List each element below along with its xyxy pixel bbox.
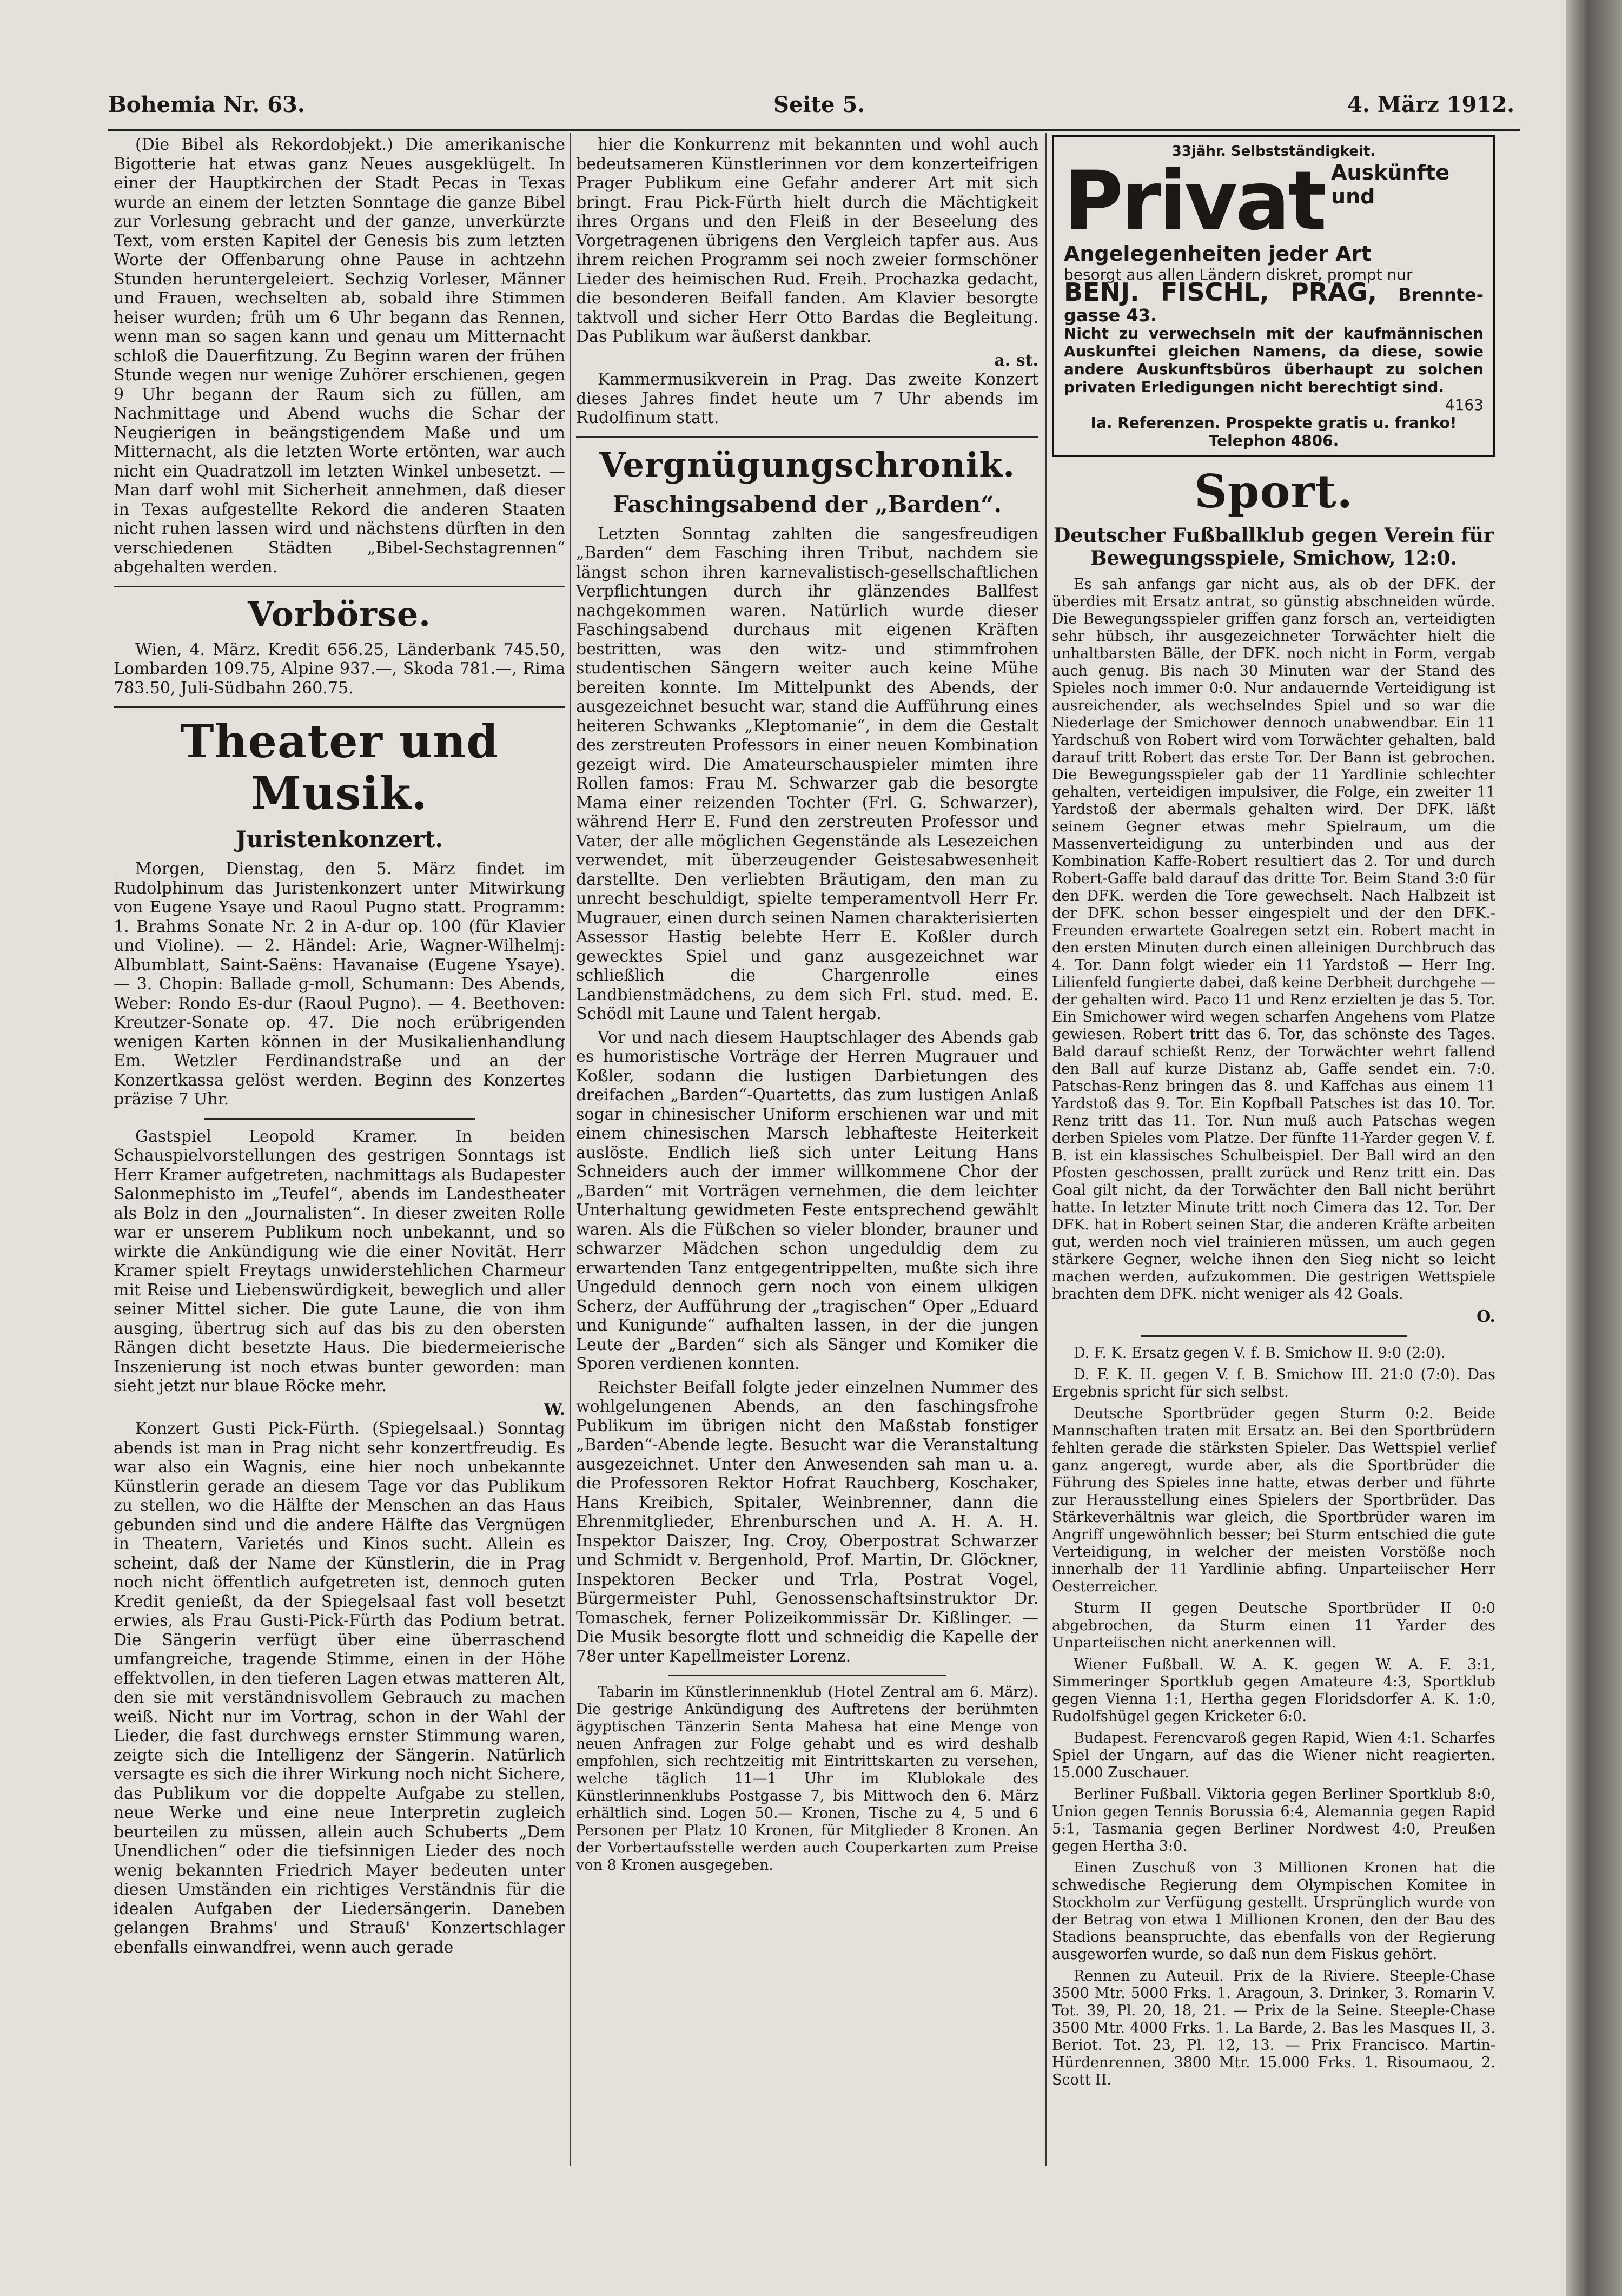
article-juristenkonzert: Morgen, Dienstag, den 5. März findet im Rudolphinum das Juristenkonzert unter Mitwirkung von Eugene Ysaye und Raoul Pugno statt. Programm: 1. Brahms Sonate Nr. 2 in A-dur op. 100 (für Klavier und Violine). — 2. Händel: Arie, Wagner-Wilhelmj: Albumblatt, Saint-Saëns: Havanaise (Eugene Ysaye). — 3. Chopin: Ballade g-moll, Schumann: Des Abends, Weber: Rondo Es-dur (Raoul Pugno). — 4. Beethoven: Kreutzer-Sonate op. 47. Die noch erübrigenden wenigen Karten können in der Musikalienhandlung Em. Wetzler Ferdinandstraße und an der Konzertkassa gelöst werden. Beginn des Konzertes präzise 7 Uhr. xyxy=(114,859,565,1109)
section-sport-title: Sport. xyxy=(1194,465,1353,518)
juristenkonzert-title: Juristenkonzert. xyxy=(235,826,443,852)
article-kammermusik: Kammermusikverein in Prag. Das zweite Konzert dieses Jahres findet heute um 7 Uhr abends im Rudolfinum statt. xyxy=(576,370,1038,427)
ad-brand: Privat xyxy=(1064,154,1325,248)
article-kramer: Gastspiel Leopold Kramer. In beiden Schauspielvorstellungen des gestrigen Sonntags ist Herr Kramer aufgetreten, nachmittags als Budapester Salonmephisto im „Teufel“, abends im Landestheater als Bolz in den „Journalisten“. In dieser zweiten Rolle war er unserem Publikum noch unbekannt, und so wirkte die Ankündigung wie die einer Novität. Herr Kramer spielt Freytags unwiderstehlichen Charmeur mit Reise und Liebenswürdigkeit, beweglich und aller seiner Mittel sicher. Die gute Laune, die von ihm ausging, übertrug sich auf das bis zu den obersten Rängen dicht besetzte Haus. Die biedermeierische Inszenierung ist noch etwas bunter geworden: man sieht jetzt nur blaue Röcke mehr. xyxy=(114,1127,565,1395)
ad-firm-name: BENJ. FISCHL, PRAG, xyxy=(1064,277,1377,307)
article-barden-2: Vor und nach diesem Hauptschlager des Abends gab es humoristische Vorträge der Herren Mugrauer und Koßler, sodann die lustigen Darbietungen des dreifachen „Barden“-Quartetts, das zum lustigen Anlaß sogar in chinesischer Uniform erschienen war und mit einem chinesischen Marsch lebhafteste Heiterkeit auslöste. Endlich ließ sich unter Leitung Hans Schneiders auch der immer willkommene Chor der „Barden“ mit Vorträgen vernehmen, die dem leichter Unterhaltung gewidmeten Feste entsprechend gewählt waren. Als die Füßchen so vieler blonder, brauner und schwarzer Mädchen schon ungeduldig dem zu erwartenden Tanz entgegentrippelten, mußte sich ihre Ungeduld dennoch gern noch von einem ulkigen Scherz, der Aufführung der „tragischen“ Oper „Eduard und Kunigunde“ aufhalten lassen, in der die jungen Leute der „Barden“ sich als Sänger und Komiker die Sporen verdienen konnten. xyxy=(576,1028,1038,1373)
result-2: D. F. K. II. gegen V. f. B. Smichow III. 21:0 (7:0). Das Ergebnis spricht für sich selbst. xyxy=(1052,1366,1495,1400)
divider xyxy=(576,436,1038,438)
ad-services: Auskünfte und Angelegenheiten jeder Art xyxy=(1064,161,1449,266)
advertisement-privat xyxy=(1052,135,1495,457)
article-fussball: Es sah anfangs gar nicht aus, als ob der DFK. der überdies mit Ersatz antrat, so günstig abschneiden würde. Die Bewegungsspieler griffen ganz forsch an, verteidigten sehr hübsch, ihr ausgezeichneter Torwächter hielt die unhaltbarsten Bälle, der DFK. noch nicht in Form, vergab auch genug. Bis nach 30 Minuten war der Stand des Spieles noch immer 0:0. Nur andauernde Verteidigung ist ausreichender, als wechselndes Spiel und so war die Niederlage der Smichower dennoch unabwendbar. Ein 11 Yardschuß von Robert wird vom Torwächter gehalten, bald darauf tritt Robert das erste Tor. Der Bann ist gebrochen. Die Bewegungsspieler gab der 11 Yardlinie schlechter gehalten, verteidigen impulsiver, die Folge, ein zweiter 11 Yardstoß der abermals gehalten wird. Der DFK. läßt seinem Gegner etwas mehr Spielraum, um die Massenverteidigung zu unterbinden und aus der Kombination Kaffe-Robert resultiert das 2. Tor und durch Robert-Gaffe bald darauf das dritte Tor. Beim Stand 3:0 für den DFK. werden die Tore gewechselt. Nach Halbzeit ist der DFK. schon besser eingespielt und der den DFK.-Freunden erwartete Goalregen setzt ein. Robert macht in den ersten Minuten durch einen alleinigen Durchbruch das 4. Tor. Dann folgt wieder ein 11 Yardstoß — Herr Ing. Lilienfeld fungierte dabei, daß keine Derbheit durchgehe — der gehalten wird. Paco 11 und Renz erzielten je das 5. Tor. Ein Smichower wird wegen scharfen Angehens vom Platze gewiesen. Robert tritt das 6. Tor, das schönste des Tages. Bald darauf schießt Renz, der Torwächter wehrt fallend den Ball auf kurze Distanz ab, Gaffe sendet ein. 7:0. Patschas-Renz bringen das 8. und Kaffchas aus einem 11 Yardstoß das 9. Tor. Ein Kopfball Patsches ist das 10. Tor. Renz tritt das 11. Tor. Nun muß auch Patschas wegen derben Spieles vom Platze. Der fünfte 11-Yarder gegen V. f. B. ist ein klassisches Schulbeispiel. Der Ball wird an den Pfosten geschossen, prallt zurück und Renz tritt ein. Das Goal gilt nicht, da der Torwächter den Ball nicht berührt hatte. In letzter Minute tritt noch Cimera das 12. Tor. Der DFK. hat in Robert seinen Star, die anderen Kräfte arbeiten gut, werden noch viel trainieren müssen, um auch gegen stärkere Gegner, welche ihnen den Sieg nicht so leicht machen werden, aufzukommen. Die gestrigen Wettspiele brachten dem DFK. nicht weniger als 42 Goals. xyxy=(1052,576,1495,1302)
ad-street: Brennte- gasse 43. xyxy=(1064,284,1484,326)
result-3: Deutsche Sportbrüder gegen Sturm 0:2. Beide Mannschaften traten mit Ersatz an. Bei den Sportbrüdern fehlten gerade die stärksten Spieler. Das Wettspiel verlief ganz angeregt, wurde aber, als die Sportbrüder die Führung des Spieles inne hatte, etwas derber und führte zur Herausstellung eines Spielers der Sportbrüder. Das Stärkeverhältnis war gleich, die Sportbrüder waren im Angriff ungewöhnlich besser; bei Sturm entschied die gute Verteidigung, in welcher der meisten Vorstöße noch innerhalb der 11 Yardlinie abfing. Unparteiischer Herr Oesterreicher. xyxy=(1052,1405,1495,1595)
article-tabarin: Tabarin im Künstlerinnenklub (Hotel Zentral am 6. März). Die gestrige Ankündigung des Auftretens der berühmten ägyptischen Tänzerin Senta Mahesa hat eine Menge von neuen Anfragen zur Folge gehabt und es wird deshalb empfohlen, sich rechtzeitig mit Eintrittskarten zu versehen, welche täglich 11—1 Uhr im Klublokale des Künstlerinnenklubs Postgasse 7, bis Mittwoch den 6. März erhältlich sind. Logen 50.— Kronen, Tische zu 4, 5 und 6 Personen per Platz 10 Kronen, für Mitglieder 8 Kronen. An der Vorbertaufsstelle werden auch Couperkarten zum Preise von 8 Kronen ausgegeben. xyxy=(576,1684,1038,1874)
article-barden-1: Letzten Sonntag zahlten die sangesfreudigen „Barden“ dem Fasching ihren Tribut, nachdem sie längst schon ihren karnevalistisch-gesellschaftlichen Verpflichtungen durch ihr glänzendes Ballfest nachgekommen waren. Natürlich wurde dieser Faschingsabend durchaus mit eigenen Kräften bestritten, was den witz- und stimmfrohen studentischen Sängern weiter auch keine Mühe bereiten konnte. Im Mittelpunkt des Abends, der ausgezeichnet besucht war, stand die Aufführung eines heiteren Schwanks „Kleptomanie“, in dem die Gestalt des zerstreuten Professors in einer neuen Kombination gezeigt wird. Die Amateurschauspieler mimten ihre Rollen famos: Frau M. Schwarzer gab die besorgte Mama einer reizenden Tochter (Frl. G. Schwarzer), während Herr E. Fund den zerstreuten Professor und Vater, der alle möglichen Gegenstände als Lesezeichen verwendet, mit überzeugender Geistesabwesenheit darstellte. Den verliebten Bräutigam, den man zu unrecht beschuldigt, spielte temperamentvoll Herr Fr. Mugrauer, einen durch seinen Namen charakterisierten Assessor Hastig belebte Herr E. Koßler durch gewecktes Spiel und ganz ausgezeichnet war schließlich die Chargenrolle eines Landbienstmädchens, zu dem sich Frl. stud. med. E. Schödl mit Laune und Talent hergab. xyxy=(576,524,1038,1023)
ad-firm xyxy=(1064,277,1484,326)
article-zuschuss: Einen Zuschuß von 3 Millionen Kronen hat die schwedische Regierung dem Olympischen Komitee in Stockholm zur Verfügung gestellt. Ursprünglich wurde von der Betrag von etwa 1 Millionen Kronen, den der Bau des Stadions beanspruchte, das ebenfalls von der Regierung ausgeworfen wurde, so daß nun dem Fiskus gehört. xyxy=(1052,1859,1495,1963)
column-divider-1 xyxy=(570,133,571,2166)
ad-footer: Ia. Referenzen. Prospekte gratis u. franko! Telephon 4806. xyxy=(1090,414,1457,449)
article-berlin: Berliner Fußball. Viktoria gegen Berliner Sportklub 8:0, Union gegen Tennis Borussia 6:4, Alemannia gegen Rapid 5:1, Tasmania gegen Berliner Nordwest 4:0, Preußen gegen Hertha 3:0. xyxy=(1052,1785,1495,1855)
divider xyxy=(114,586,565,587)
header-paper-name: Bohemia Nr. 63. xyxy=(108,92,305,117)
ad-number: 4163 xyxy=(1445,396,1484,414)
section-vorboerse-title: Vorbörse. xyxy=(248,594,431,634)
article-pick-fuerth-signature: a. st. xyxy=(994,350,1038,370)
page-edge-shadow xyxy=(1566,0,1622,2296)
page-header xyxy=(108,92,1514,130)
ad-tagline: 33jähr. Selbstständigkeit. xyxy=(1171,143,1376,160)
header-rule xyxy=(108,129,1520,131)
divider xyxy=(668,1675,946,1676)
article-kramer-signature: W. xyxy=(544,1400,565,1419)
article-auteuil: Rennen zu Auteuil. Prix de la Riviere. Steeple-Chase 3500 Mtr. 5000 Frks. 1. Aragoun, 3. Drinker, 3. Romarin V. Tot. 39, Pl. 20, 18, 21. — Prix de la Seine. Steeple-Chase 3500 Mtr. 4000 Frks. 1. La Barde, 2. Bas les Masques II, 3. Beriot. Tot. 23, Pl. 12, 13. — Prix Francisco. Martin-Hürdenrennen, 3800 Mtr. 15.000 Frks. 1. Risoumaou, 2. Scott II. xyxy=(1052,1967,1495,2088)
article-bibel: (Die Bibel als Rekordobjekt.) Die amerikanische Bigotterie hat etwas ganz Neues ausgeklügelt. In einer der Hauptkirchen der Stadt Pecas in Texas wurde an einem der letzten Sonntage die ganze Bibel zur Vorlesung gebracht und der ganze, unverkürzte Text, vom ersten Kapitel der Genesis bis zum letzten Worte der Offenbarung ohne Pause in achtzehn Stunden heruntergeleiert. Sechzig Vorleser, Männer und Frauen, wechselten ab, sobald ihre Stimmen heiser wurden; früh um 6 Uhr begann das Rennen, wenn man so sagen kann und genau um Mitternacht schloß die Dauerfitzung. Zu Beginn waren der frühen Stunde wegen nur wenige Zuhörer erschienen, gegen 9 Uhr begann der Raum sich zu füllen, am Nachmittage und Abend wuchs die Schar der Neugierigen in beängstigendem Maße und um Mitternacht, als die letzten Worte ertönten, war auch nicht ein Quadratzoll im letzten Winkel unbesetzt. — Man darf wohl mit Sicherheit annehmen, daß dieser in Texas aufgestellte Rekord die anderen Staaten nicht ruhen lassen wird und nächstens dürften in den verschiedenen Städten „Bibel-Sechstagrennen“ abgehalten werden. xyxy=(114,135,565,577)
barden-title: Faschingsabend der „Barden“. xyxy=(612,491,1002,518)
divider xyxy=(204,1118,475,1120)
divider xyxy=(1141,1335,1407,1337)
article-pick-fuerth: Konzert Gusti Pick-Fürth. (Spiegelsaal.) Sonntag abends ist man in Prag nicht sehr konzertfreudig. Es war also ein Wagnis, eine hier noch unbekannte Künstlerin gerade an diesem Tage vor das Publikum zu stellen, wo die Hälfte der Menschen an das Haus gebunden sind und die andere Hälfte das Vergnügen in Theatern, Varietés und Kinos sucht. Allein es scheint, daß der Name der Künstlerin, die in Prag noch nicht öffentlich aufgetreten ist, dennoch guten Kredit genießt, da der Spiegelsaal fast voll besetzt erwies, als Frau Gusti-Pick-Fürth das Podium betrat. Die Sängerin verfügt über eine überraschend umfangreiche, tragende Stimme, einen in der Höhe effektvollen, in den tieferen Lagen etwas matteren Alt, den sie mit verständnisvollem Gebrauch zu machen weiß. Nicht nur im Vortrag, schon in der Wahl der Lieder, die fast durchwegs ernster Stimmung waren, zeigte sich die Intelligenz der Sängerin. Natürlich versagte es sich die ihrer Wirkung noch nicht Sichere, das Publikum vor die doppelte Aufgabe zu stellen, neue Werke und eine neue Interpretin zugleich beurteilen zu müssen, allein auch Schuberts „Dem Unendlichen“ oder die tiefsinnigen Lieder des noch wenig bekannten Friedrich Mayer bedeuten unter diesen Umständen ein richtiges Verständnis für die idealen Aufgaben der Liedersängerin. Daneben gelangen Brahms' und Strauß' Konzertschlager ebenfalls einwandfrei, wenn auch gerade xyxy=(114,1419,565,1957)
column-1 xyxy=(114,135,565,1961)
header-page-number: Seite 5. xyxy=(773,92,865,117)
article-fussball-signature: O. xyxy=(1477,1307,1495,1326)
article-budapest: Budapest. Ferencvaroß gegen Rapid, Wien 4:1. Scharfes Spiel der Ungarn, auf das die Wiener nicht reagierten. 15.000 Zuschauer. xyxy=(1052,1729,1495,1781)
result-4: Sturm II gegen Deutsche Sportbrüder II 0:0 abgebrochen, da Sturm einen 11 Yarder des Unparteiischen nicht anerkennen will. xyxy=(1052,1599,1495,1651)
result-1: D. F. K. Ersatz gegen V. f. B. Smichow II. 9:0 (2:0). xyxy=(1074,1344,1446,1361)
article-wien: Wiener Fußball. W. A. K. gegen W. A. F. 3:1, Simmeringer Sportklub gegen Amateure 4:3, Sportklub gegen Vienna 1:1, Hertha gegen Floridsdorfer A. K. 1:0, Rudolfshügel gegen Kricketer 6:0. xyxy=(1052,1656,1495,1725)
fussball-title: Deutscher Fußballklub gegen Verein für Bewegungsspiele, Smichow, 12:0. xyxy=(1054,524,1494,570)
column-3 xyxy=(1052,135,1495,2093)
divider xyxy=(114,706,565,708)
section-theater-title: Theater und Musik. xyxy=(180,714,499,820)
article-pick-fuerth-cont: hier die Konkurrenz mit bekannten und wohl auch bedeutsameren Künstlerinnen vor dem konzerteifrigen Prager Publikum eine Gefahr anderer Art mit sich bringt. Frau Pick-Fürth hielt durch die Mächtigkeit ihres Organs und den Fleiß in der Beseelung des Vorgetragenen übrigens den Vergleich tapfer aus. Aus ihrem reichen Programm sei noch zweier formschöner Lieder des heimischen Rud. Freih. Prochazka gedacht, die besonderen Beifall fanden. Am Klavier besorgte taktvoll und sicher Herr Otto Bardas die Begleitung. Das Publikum war äußerst dankbar. xyxy=(576,135,1038,346)
ad-warning: Nicht zu verwechseln mit der kaufmännischen Auskunftei gleichen Namens, da diese, sowie andere Auskunftsbüros überhaupt zu solchen privaten Erledigungen nicht berechtigt sind. xyxy=(1064,325,1484,396)
section-chronik-title: Vergnügungschronik. xyxy=(599,445,1015,485)
column-divider-2 xyxy=(1045,133,1047,2166)
header-date: 4. März 1912. xyxy=(1347,92,1514,117)
article-vorboerse: Wien, 4. März. Kredit 656.25, Länderbank 745.50, Lombarden 109.75, Alpine 937.—, Skoda 781.—, Rima 783.50, Juli-Südbahn 260.75. xyxy=(114,640,565,698)
column-2 xyxy=(576,135,1038,1878)
ad-line: besorgt aus allen Ländern diskret, prompt nur xyxy=(1064,266,1413,283)
article-barden-3: Reichster Beifall folgte jeder einzelnen Nummer des wohlgelungenen Abends, an den faschingsfrohe Publikum im übrigen nicht den Maßstab fonstiger „Barden“-Abende legte. Besucht war die Veranstaltung ausgezeichnet. Unter den Anwesenden sah man u. a. die Professoren Rektor Hofrat Rauchberg, Koschaker, Hans Kreibich, Spitaler, Weinbrenner, dann die Ehrenmitglieder, Ehrenburschen und A. H. A. H. Inspektor Daiszer, Ing. Croy, Oberpostrat Schwarzer und Schmidt v. Bergenhold, Prof. Martin, Dr. Glöckner, Inspektoren Becker und Trla, Postrat Vogel, Bürgermeister Puhl, Genossenschaftsinstruktor Dr. Tomaschek, ferner Polizeikommissär Dr. Kißlinger. — Die Musik besorgte flott und schneidig die Kapelle der 78er unter Kapellmeister Lorenz. xyxy=(576,1378,1038,1666)
